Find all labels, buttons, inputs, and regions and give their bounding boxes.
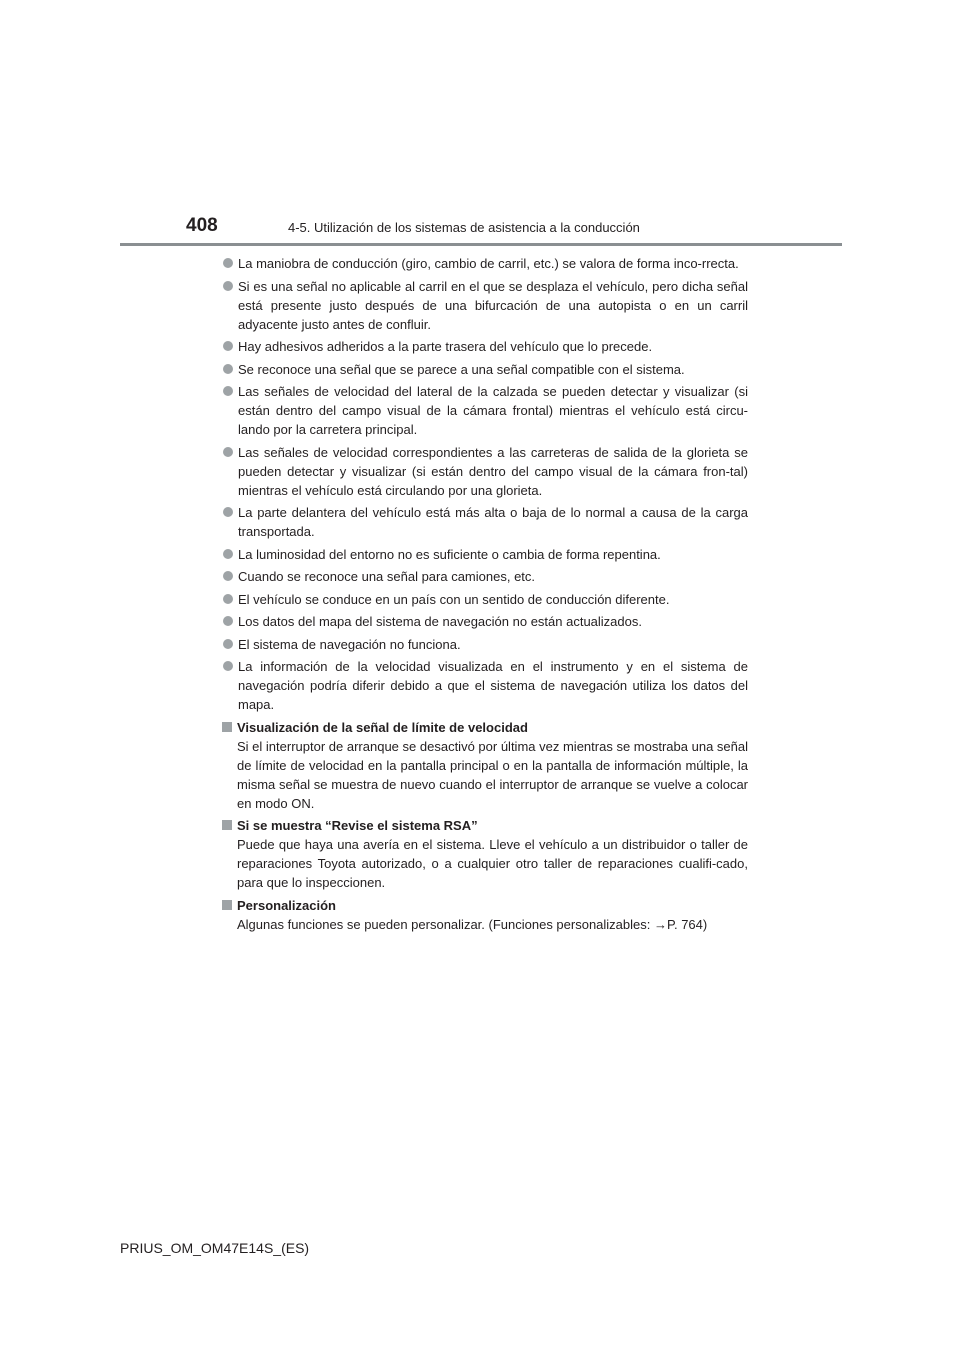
list-item [222,254,748,273]
list-item [222,545,748,564]
bullet-dot-icon [223,447,233,457]
document-code: PRIUS_OM_OM47E14S_(ES) [120,1240,310,1256]
section-body: Si el interruptor de arranque se desactivó por última vez mientras se mostraba una señal de límite de velocidad en la pantalla principal o en la pantalla de información múltiple, la misma señal se muestra de nuevo cuando el interruptor de arranque se vuelve a colocar en modo ON. [237,738,748,811]
list-item-text: Las señales de velocidad correspondientes a las carreteras de salida de la glorieta se pueden detectar y visualizar (si están dentro del campo visual de la cámara fron-tal) mientras el vehículo está circulando por una glorieta. [238,444,748,498]
bullet-dot-icon [223,616,233,626]
list-item-text: La luminosidad del entorno no es suficiente o cambia de forma repentina. [238,546,661,562]
bullet-dot-icon [223,507,233,517]
bullet-dot-icon [223,341,233,351]
list-item-text: Hay adhesivos adheridos a la parte trasera del vehículo que lo precede. [238,339,653,354]
list-item-text: Se reconoce una señal que se parece a una señal compatible con el sistema. [238,361,685,377]
list-item-text: Si es una señal no aplicable al carril en el que se desplaza el vehículo, pero dicha señal está presente justo después de una bifurcación de una autopista o en un carril adyacente justo antes de confluir. [238,278,748,332]
list-item [222,503,748,541]
bullet-dot-icon [223,364,233,374]
square-bullet-icon [222,820,232,830]
list-item [222,277,748,334]
list-item-text: El vehículo se conduce en un país con un sentido de conducción diferente. [238,591,670,607]
list-item [222,567,748,586]
section-customization [222,896,748,934]
list-item [222,612,748,631]
section-body: Puede que haya una avería en el sistema. Lleve el vehículo a un distribuidor o taller de reparaciones Toyota autorizado, o a cualquier otro taller de reparaciones cualifi-cado, para que lo inspeccionen. [237,837,748,890]
section-speed-limit-display [222,718,748,813]
bullet-dot-icon [223,594,233,604]
square-bullet-icon [222,722,232,732]
list-item [222,382,748,439]
header-divider [120,243,842,246]
list-item-text: Las señales de velocidad del lateral de la calzada se pueden detectar y visualizar (si están dentro del campo visual de la cámara frontal) mientras el vehículo está circu-lando por la carretera principal. [238,384,748,437]
square-bullet-icon [222,900,232,910]
bullet-dot-icon [223,571,233,581]
section-rsa-warning [222,816,748,892]
list-item [222,635,748,654]
bullet-dot-icon [223,639,233,649]
bullet-dot-icon [223,281,233,291]
list-item [222,360,748,379]
condition-list [222,254,748,714]
section-heading-text: Si se muestra “Revise el sistema RSA” [237,818,478,833]
page-content [222,254,748,937]
list-item [222,443,748,500]
section-title: 4-5. Utilización de los sistemas de asistencia a la conducción [288,220,640,235]
list-item [222,657,748,714]
section-heading [222,718,748,737]
list-item-text: El sistema de navegación no funciona. [238,636,461,652]
bullet-dot-icon [223,549,233,559]
list-item [222,590,748,609]
section-body: Algunas funciones se pueden personalizar. (Funciones personalizables: →P. 764) [237,916,708,932]
list-item-text: Cuando se reconoce una señal para camiones, etc. [238,569,536,584]
section-heading-text: Personalización [237,897,336,913]
section-heading [222,816,748,835]
bullet-dot-icon [223,258,233,268]
page-header [0,0,960,250]
section-heading [222,896,748,915]
list-item [222,337,748,356]
list-item-text: La maniobra de conducción (giro, cambio de carril, etc.) se valora de forma inco-rrecta. [238,256,739,271]
list-item-text: La parte delantera del vehículo está más alta o baja de lo normal a causa de la carga transportada. [238,505,748,539]
bullet-dot-icon [223,386,233,396]
section-heading-text: Visualización de la señal de límite de velocidad [237,719,528,735]
page-number: 408 [186,215,218,236]
list-item-text: La información de la velocidad visualizada en el instrumento y en el sistema de navegación podría diferir debido a que el sistema de navegación utiliza los datos del mapa. [238,659,748,712]
list-item-text: Los datos del mapa del sistema de navegación no están actualizados. [238,614,642,629]
bullet-dot-icon [223,661,233,671]
